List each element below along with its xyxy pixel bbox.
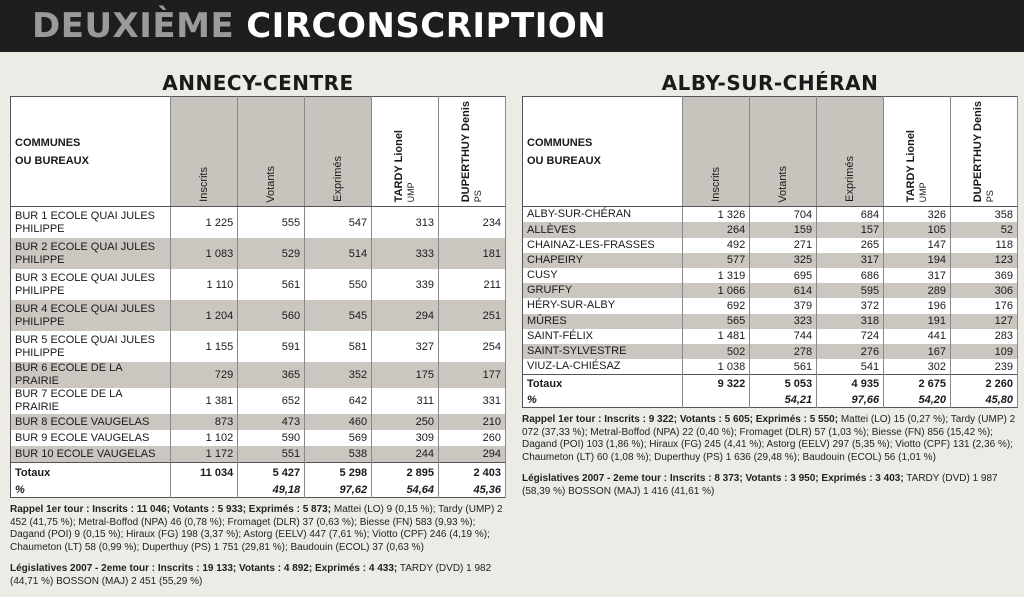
cell-exprimes: 514 <box>305 238 372 269</box>
cell-c2: 239 <box>951 359 1018 375</box>
cell-votants: 591 <box>238 331 305 362</box>
cell-commune: HÉRY-SUR-ALBY <box>523 298 683 313</box>
cell-commune: BUR 3 ECOLE QUAI JULES PHILIPPE <box>11 269 171 300</box>
cell-c1: 105 <box>884 222 951 237</box>
total-votants: 5 427 <box>238 463 305 484</box>
cell-votants: 159 <box>750 222 817 237</box>
section-alby-sur-cheran <box>522 70 1018 507</box>
header-communes: COMMUNES OU BUREAUX <box>523 97 683 207</box>
cell-exprimes: 541 <box>817 359 884 375</box>
banner-word-2: CIRCONSCRIPTION <box>246 6 607 46</box>
cell-commune: ALLÈVES <box>523 222 683 237</box>
cell-commune: CHAPEIRY <box>523 253 683 268</box>
cell-c2: 306 <box>951 283 1018 298</box>
notes <box>522 414 1018 498</box>
table-row <box>11 207 506 239</box>
table-header-row <box>11 97 506 207</box>
cell-inscrits: 264 <box>683 222 750 237</box>
cell-c2: 127 <box>951 314 1018 329</box>
cell-votants: 379 <box>750 298 817 313</box>
percent-exprimes: 97,66 <box>817 393 884 408</box>
section-annecy-centre <box>10 70 506 597</box>
percent-c1: 54,64 <box>372 483 439 498</box>
cell-c1: 317 <box>884 268 951 283</box>
cell-inscrits: 577 <box>683 253 750 268</box>
cell-exprimes: 545 <box>305 300 372 331</box>
cell-exprimes: 372 <box>817 298 884 313</box>
cell-commune: SAINT-SYLVESTRE <box>523 344 683 359</box>
cell-inscrits: 1 225 <box>171 207 238 239</box>
cell-c2: 234 <box>439 207 506 239</box>
legislatives-note: Législatives 2007 - 2eme tour : Inscrits : 19 133; Votants : 4 892; Exprimés : 4 433; TARDY (DVD) 1 982 (44,71 %) BOSSON (MAJ) 2 451 (55,29 %) <box>10 563 492 587</box>
cell-votants: 365 <box>238 362 305 388</box>
cell-c1: 311 <box>372 388 439 414</box>
cell-votants: 590 <box>238 430 305 446</box>
cell-c2: 254 <box>439 331 506 362</box>
section-title: ALBY-SUR-CHÉRAN <box>661 71 879 95</box>
cell-votants: 473 <box>238 414 305 430</box>
banner-word-1: DEUXIÈME <box>32 6 235 46</box>
cell-commune: MÛRES <box>523 314 683 329</box>
section-title: ANNECY-CENTRE <box>162 71 354 95</box>
cell-exprimes: 581 <box>305 331 372 362</box>
cell-exprimes: 318 <box>817 314 884 329</box>
page-banner <box>0 0 1024 52</box>
cell-c1: 147 <box>884 238 951 253</box>
cell-commune: BUR 6 ECOLE DE LA PRAIRIE <box>11 362 171 388</box>
cell-inscrits: 502 <box>683 344 750 359</box>
cell-inscrits: 873 <box>171 414 238 430</box>
cell-exprimes: 460 <box>305 414 372 430</box>
cell-c1: 294 <box>372 300 439 331</box>
percent-exprimes: 97,62 <box>305 483 372 498</box>
cell-exprimes: 595 <box>817 283 884 298</box>
percent-label: % <box>523 393 683 408</box>
header-votants: Votants <box>750 97 817 207</box>
total-exprimes: 4 935 <box>817 375 884 394</box>
table-row <box>11 238 506 269</box>
cell-votants: 560 <box>238 300 305 331</box>
cell-commune: SAINT-FÉLIX <box>523 329 683 344</box>
percent-inscrits-empty <box>683 393 750 408</box>
cell-c1: 441 <box>884 329 951 344</box>
total-exprimes: 5 298 <box>305 463 372 484</box>
cell-exprimes: 684 <box>817 207 884 223</box>
cell-inscrits: 1 083 <box>171 238 238 269</box>
percent-inscrits-empty <box>171 483 238 498</box>
table-row <box>11 300 506 331</box>
percent-votants: 54,21 <box>750 393 817 408</box>
cell-inscrits: 1 038 <box>683 359 750 375</box>
percent-votants: 49,18 <box>238 483 305 498</box>
cell-c2: 210 <box>439 414 506 430</box>
cell-commune: BUR 8 ECOLE VAUGELAS <box>11 414 171 430</box>
cell-inscrits: 1 381 <box>171 388 238 414</box>
cell-votants: 323 <box>750 314 817 329</box>
cell-c1: 250 <box>372 414 439 430</box>
cell-commune: BUR 9 ECOLE VAUGELAS <box>11 430 171 446</box>
table-row <box>523 359 1018 375</box>
cell-exprimes: 157 <box>817 222 884 237</box>
cell-inscrits: 1 319 <box>683 268 750 283</box>
cell-inscrits: 565 <box>683 314 750 329</box>
cell-c1: 244 <box>372 446 439 463</box>
total-c1: 2 675 <box>884 375 951 394</box>
table-row <box>11 269 506 300</box>
total-c2: 2 403 <box>439 463 506 484</box>
percent-c2: 45,36 <box>439 483 506 498</box>
cell-c1: 196 <box>884 298 951 313</box>
cell-c2: 294 <box>439 446 506 463</box>
totals-label: Totaux <box>11 463 171 484</box>
cell-c2: 181 <box>439 238 506 269</box>
cell-c2: 369 <box>951 268 1018 283</box>
rappel-note: Rappel 1er tour : Inscrits : 9 322; Votants : 5 605; Exprimés : 5 550; Mattei (LO) 15 (0,27 %); Tardy (UMP) 2 072 (37,33 %); Metral-Boffod (NPA) 22 (0,40 %); Fromaget (DLR) 57 (1,03 %); Biesse (FN) 856 (15,42 %); Dagand (POI) 103 (1,86 %); Hiraux (FG) 245 (4,41 %); Astorg (EELV) 297 (5,35 %); Viotto (CPF) 131 (2,36 %); Chaumeton (LT) 60 (1,08 %); Duperthuy (PS) 1 636 (29,48 %); Baudouin (ECOL) 56 (1,01 %) <box>522 414 1016 463</box>
cell-commune: CHAINAZ-LES-FRASSES <box>523 238 683 253</box>
cell-c1: 167 <box>884 344 951 359</box>
cell-votants: 561 <box>238 269 305 300</box>
totals-label: Totaux <box>523 375 683 394</box>
total-inscrits: 9 322 <box>683 375 750 394</box>
table-row <box>523 268 1018 283</box>
cell-c1: 175 <box>372 362 439 388</box>
cell-c2: 331 <box>439 388 506 414</box>
cell-exprimes: 538 <box>305 446 372 463</box>
cell-inscrits: 1 172 <box>171 446 238 463</box>
cell-inscrits: 1 102 <box>171 430 238 446</box>
cell-commune: BUR 10 ECOLE VAUGELAS <box>11 446 171 463</box>
cell-c1: 327 <box>372 331 439 362</box>
percent-row <box>11 483 506 498</box>
cell-inscrits: 1 110 <box>171 269 238 300</box>
header-candidate-2: DUPERTHUY Denis PS <box>951 97 1018 207</box>
table-row <box>11 331 506 362</box>
total-c2: 2 260 <box>951 375 1018 394</box>
cell-c1: 326 <box>884 207 951 223</box>
total-inscrits: 11 034 <box>171 463 238 484</box>
cell-c1: 313 <box>372 207 439 239</box>
table-row <box>11 414 506 430</box>
cell-inscrits: 1 326 <box>683 207 750 223</box>
header-inscrits: Inscrits <box>683 97 750 207</box>
cell-exprimes: 550 <box>305 269 372 300</box>
cell-commune: CUSY <box>523 268 683 283</box>
cell-c1: 289 <box>884 283 951 298</box>
cell-c1: 302 <box>884 359 951 375</box>
cell-commune: BUR 7 ECOLE DE LA PRAIRIE <box>11 388 171 414</box>
cell-inscrits: 1 155 <box>171 331 238 362</box>
cell-votants: 555 <box>238 207 305 239</box>
table-row <box>523 344 1018 359</box>
header-communes: COMMUNES OU BUREAUX <box>11 97 171 207</box>
cell-c2: 176 <box>951 298 1018 313</box>
percent-c2: 45,80 <box>951 393 1018 408</box>
results-table <box>522 96 1018 408</box>
cell-exprimes: 642 <box>305 388 372 414</box>
cell-commune: BUR 1 ECOLE QUAI JULES PHILIPPE <box>11 207 171 239</box>
cell-exprimes: 352 <box>305 362 372 388</box>
cell-c1: 339 <box>372 269 439 300</box>
cell-inscrits: 729 <box>171 362 238 388</box>
cell-c2: 123 <box>951 253 1018 268</box>
results-table <box>10 96 506 498</box>
percent-label: % <box>11 483 171 498</box>
cell-exprimes: 265 <box>817 238 884 253</box>
header-inscrits: Inscrits <box>171 97 238 207</box>
table-row <box>11 362 506 388</box>
table-row <box>523 329 1018 344</box>
table-row <box>11 446 506 463</box>
cell-votants: 278 <box>750 344 817 359</box>
cell-exprimes: 569 <box>305 430 372 446</box>
header-exprimes: Exprimés <box>305 97 372 207</box>
cell-c1: 194 <box>884 253 951 268</box>
cell-c2: 109 <box>951 344 1018 359</box>
cell-commune: BUR 4 ECOLE QUAI JULES PHILIPPE <box>11 300 171 331</box>
totals-row <box>523 375 1018 394</box>
cell-c2: 177 <box>439 362 506 388</box>
rappel-note: Rappel 1er tour : Inscrits : 11 046; Votants : 5 933; Exprimés : 5 873; Mattei (LO) 9 (0,15 %); Tardy (UMP) 2 452 (41,75 %); Metral-Boffod (NPA) 46 (0,78 %); Fromaget (DLR) 37 (0,63 %); Biesse (FN) 583 (9,93 %); Dagand (POI) 9 (0,15 %); Hiraux (FG) 198 (3,37 %); Astorg (EELV) 447 (7,61 %); Viotto (CPF) 246 (4,19 %); Chaumeton (LT) 58 (0,99 %); Duperthuy (PS) 1 751 (29,81 %); Baudouin (ECOL) 37 (0,63 %) <box>10 504 503 553</box>
cell-inscrits: 492 <box>683 238 750 253</box>
legislatives-note: Législatives 2007 - 2eme tour : Inscrits : 8 373; Votants : 3 950; Exprimés : 3 403; TARDY (DVD) 1 987 (58,39 %) BOSSON (MAJ) 1 416 (41,61 %) <box>522 473 998 497</box>
total-votants: 5 053 <box>750 375 817 394</box>
cell-exprimes: 724 <box>817 329 884 344</box>
cell-c1: 333 <box>372 238 439 269</box>
table-row <box>523 283 1018 298</box>
totals-row <box>11 463 506 484</box>
cell-exprimes: 547 <box>305 207 372 239</box>
header-exprimes: Exprimés <box>817 97 884 207</box>
cell-votants: 325 <box>750 253 817 268</box>
cell-votants: 271 <box>750 238 817 253</box>
cell-votants: 704 <box>750 207 817 223</box>
cell-exprimes: 276 <box>817 344 884 359</box>
header-candidate-2: DUPERTHUY Denis PS <box>439 97 506 207</box>
table-row <box>523 222 1018 237</box>
cell-inscrits: 1 481 <box>683 329 750 344</box>
cell-c2: 52 <box>951 222 1018 237</box>
table-header-row <box>523 97 1018 207</box>
cell-c2: 251 <box>439 300 506 331</box>
cell-inscrits: 1 066 <box>683 283 750 298</box>
cell-exprimes: 317 <box>817 253 884 268</box>
table-row <box>523 298 1018 313</box>
header-votants: Votants <box>238 97 305 207</box>
table-row <box>11 388 506 414</box>
cell-commune: ALBY-SUR-CHÉRAN <box>523 207 683 223</box>
total-c1: 2 895 <box>372 463 439 484</box>
table-row <box>523 238 1018 253</box>
cell-votants: 561 <box>750 359 817 375</box>
cell-votants: 529 <box>238 238 305 269</box>
cell-commune: VIUZ-LA-CHIÉSAZ <box>523 359 683 375</box>
cell-c2: 260 <box>439 430 506 446</box>
table-row <box>523 207 1018 223</box>
cell-commune: BUR 2 ECOLE QUAI JULES PHILIPPE <box>11 238 171 269</box>
header-candidate-1: TARDY Lionel UMP <box>372 97 439 207</box>
cell-c2: 211 <box>439 269 506 300</box>
cell-exprimes: 686 <box>817 268 884 283</box>
cell-votants: 695 <box>750 268 817 283</box>
cell-votants: 744 <box>750 329 817 344</box>
cell-votants: 614 <box>750 283 817 298</box>
cell-inscrits: 1 204 <box>171 300 238 331</box>
header-candidate-1: TARDY Lionel UMP <box>884 97 951 207</box>
percent-row <box>523 393 1018 408</box>
cell-votants: 652 <box>238 388 305 414</box>
cell-inscrits: 692 <box>683 298 750 313</box>
table-row <box>11 430 506 446</box>
cell-commune: GRUFFY <box>523 283 683 298</box>
cell-c1: 309 <box>372 430 439 446</box>
cell-commune: BUR 5 ECOLE QUAI JULES PHILIPPE <box>11 331 171 362</box>
table-row <box>523 253 1018 268</box>
cell-c2: 283 <box>951 329 1018 344</box>
table-row <box>523 314 1018 329</box>
cell-c2: 358 <box>951 207 1018 223</box>
cell-c2: 118 <box>951 238 1018 253</box>
cell-votants: 551 <box>238 446 305 463</box>
percent-c1: 54,20 <box>884 393 951 408</box>
cell-c1: 191 <box>884 314 951 329</box>
